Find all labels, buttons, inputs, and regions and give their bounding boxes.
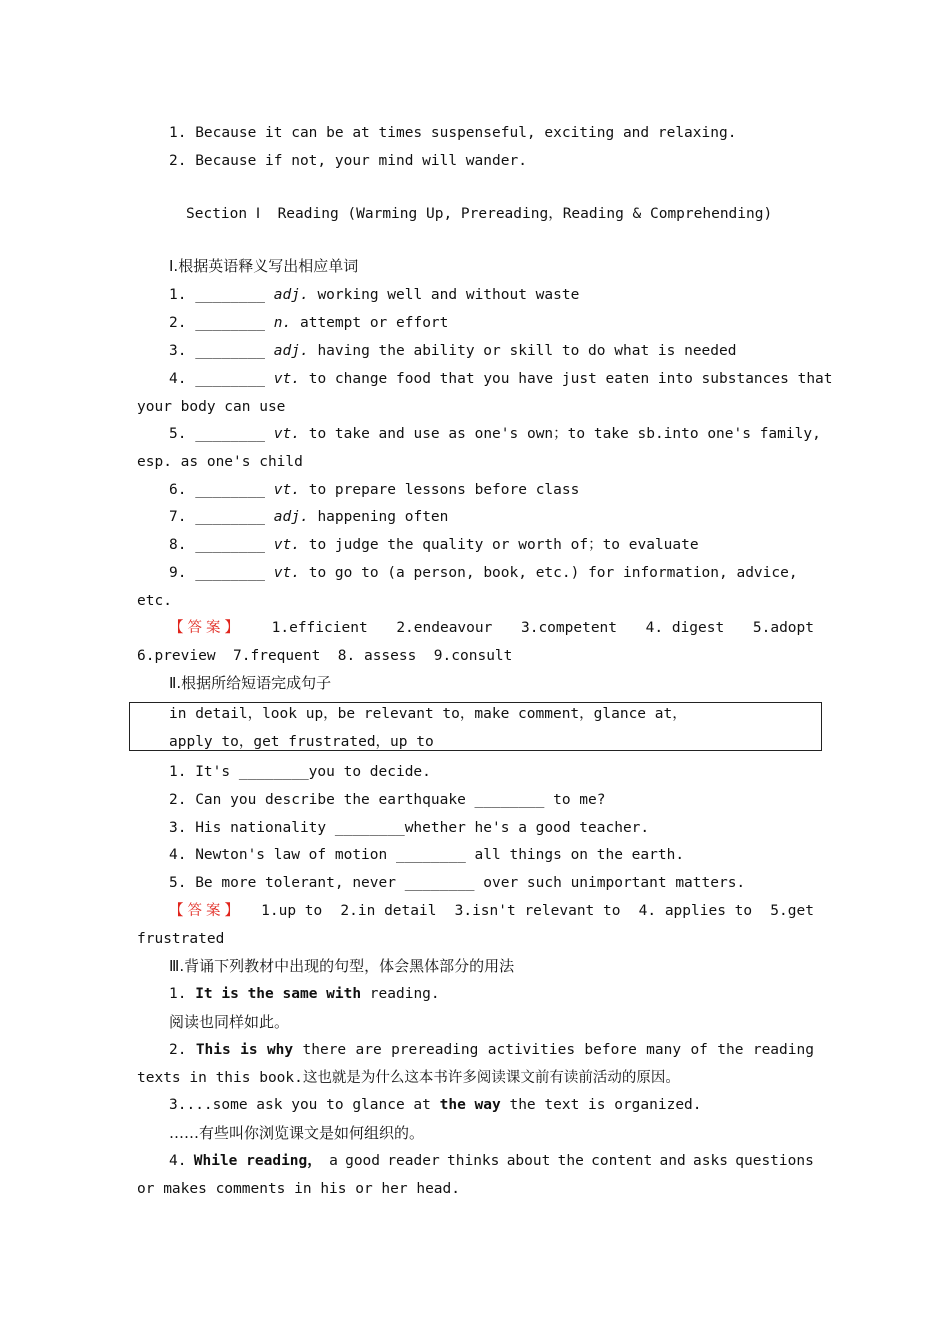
vocab-item-5: 5. ________ vt. to take and use as one's own；to take sb.into one's family, (169, 426, 821, 442)
vocab-item-8: 8. ________ vt. to judge the quality or worth of；to evaluate (169, 537, 699, 553)
vocab-item-7: 7. ________ adj. happening often (169, 509, 449, 525)
phrase-box-line-2: apply to，get frustrated，up to (169, 734, 434, 750)
vocab-item-1: 1. ________ adj. working well and without waste (169, 287, 580, 303)
sentence-item-5: 5. Be more tolerant, never ________ over such unimportant matters. (169, 875, 746, 891)
vocab-item-5-cont: esp. as one's child (137, 454, 303, 470)
pattern-3-translation: ……有些叫你浏览课文是如何组织的。 (169, 1124, 425, 1142)
pattern-2-cont: texts in this book.这也就是为什么这本书许多阅读课文前有读前活动的原因。 (137, 1070, 680, 1086)
part2-heading: Ⅱ.根据所给短语完成句子 (169, 674, 332, 692)
vocab-item-3: 3. ________ adj. having the ability or skill to do what is needed (169, 343, 737, 359)
sentence-item-3: 3. His nationality ________whether he's a good teacher. (169, 820, 650, 836)
pattern-4-cont: or makes comments in his or her head. (137, 1181, 461, 1197)
pattern-1: 1. It is the same with reading. (169, 986, 440, 1002)
answer-label: 【答案】 (169, 620, 243, 636)
vocab-item-4: 4. ________ vt. to change food that you have just eaten into substances that (169, 371, 833, 387)
part3-heading: Ⅲ.背诵下列教材中出现的句型，体会黑体部分的用法 (169, 957, 515, 975)
part2-answers: 【答案】 1.up to 2.in detail 3.isn't relevant to 4. applies to 5.get (169, 903, 814, 919)
sentence-item-2: 2. Can you describe the earthquake ________ to me? (169, 792, 606, 808)
sentence-item-1: 1. It's ________you to decide. (169, 764, 431, 780)
part1-answers-cont: 6.preview 7.frequent 8. assess 9.consult (137, 648, 513, 664)
part1-answers: 【答案】 1.efficient 2.endeavour 3.competent 4. digest 5.adopt (169, 620, 814, 636)
pattern-4: 4. While reading， a good reader thinks about the content and asks questions (169, 1153, 814, 1169)
pattern-2: 2. This is why there are prereading activities before many of the reading (169, 1042, 814, 1058)
vocab-item-4-cont: your body can use (137, 399, 286, 415)
sentence-item-4: 4. Newton's law of motion ________ all things on the earth. (169, 847, 685, 863)
part1-heading: Ⅰ.根据英语释义写出相应单词 (169, 257, 359, 275)
intro-answer-2: 2. Because if not, your mind will wander. (169, 153, 527, 169)
pattern-3: 3....some ask you to glance at the way the text is organized. (169, 1097, 702, 1113)
phrase-box-line-1: in detail，look up，be relevant to，make comment，glance at， (169, 706, 687, 722)
pattern-1-translation: 阅读也同样如此。 (169, 1013, 290, 1031)
answer-label: 【答案】 (169, 903, 243, 919)
vocab-item-2: 2. ________ n. attempt or effort (169, 315, 449, 331)
vocab-item-9: 9. ________ vt. to go to (a person, book, etc.) for information, advice, (169, 565, 798, 581)
intro-answer-1: 1. Because it can be at times suspenseful, exciting and relaxing. (169, 125, 737, 141)
part2-answers-cont: frustrated (137, 931, 225, 947)
vocab-item-6: 6. ________ vt. to prepare lessons before class (169, 482, 580, 498)
section-title: Section Ⅰ Reading (Warming Up, Prereading，Reading & Comprehending) (186, 206, 773, 222)
vocab-item-9-cont: etc. (137, 593, 172, 609)
